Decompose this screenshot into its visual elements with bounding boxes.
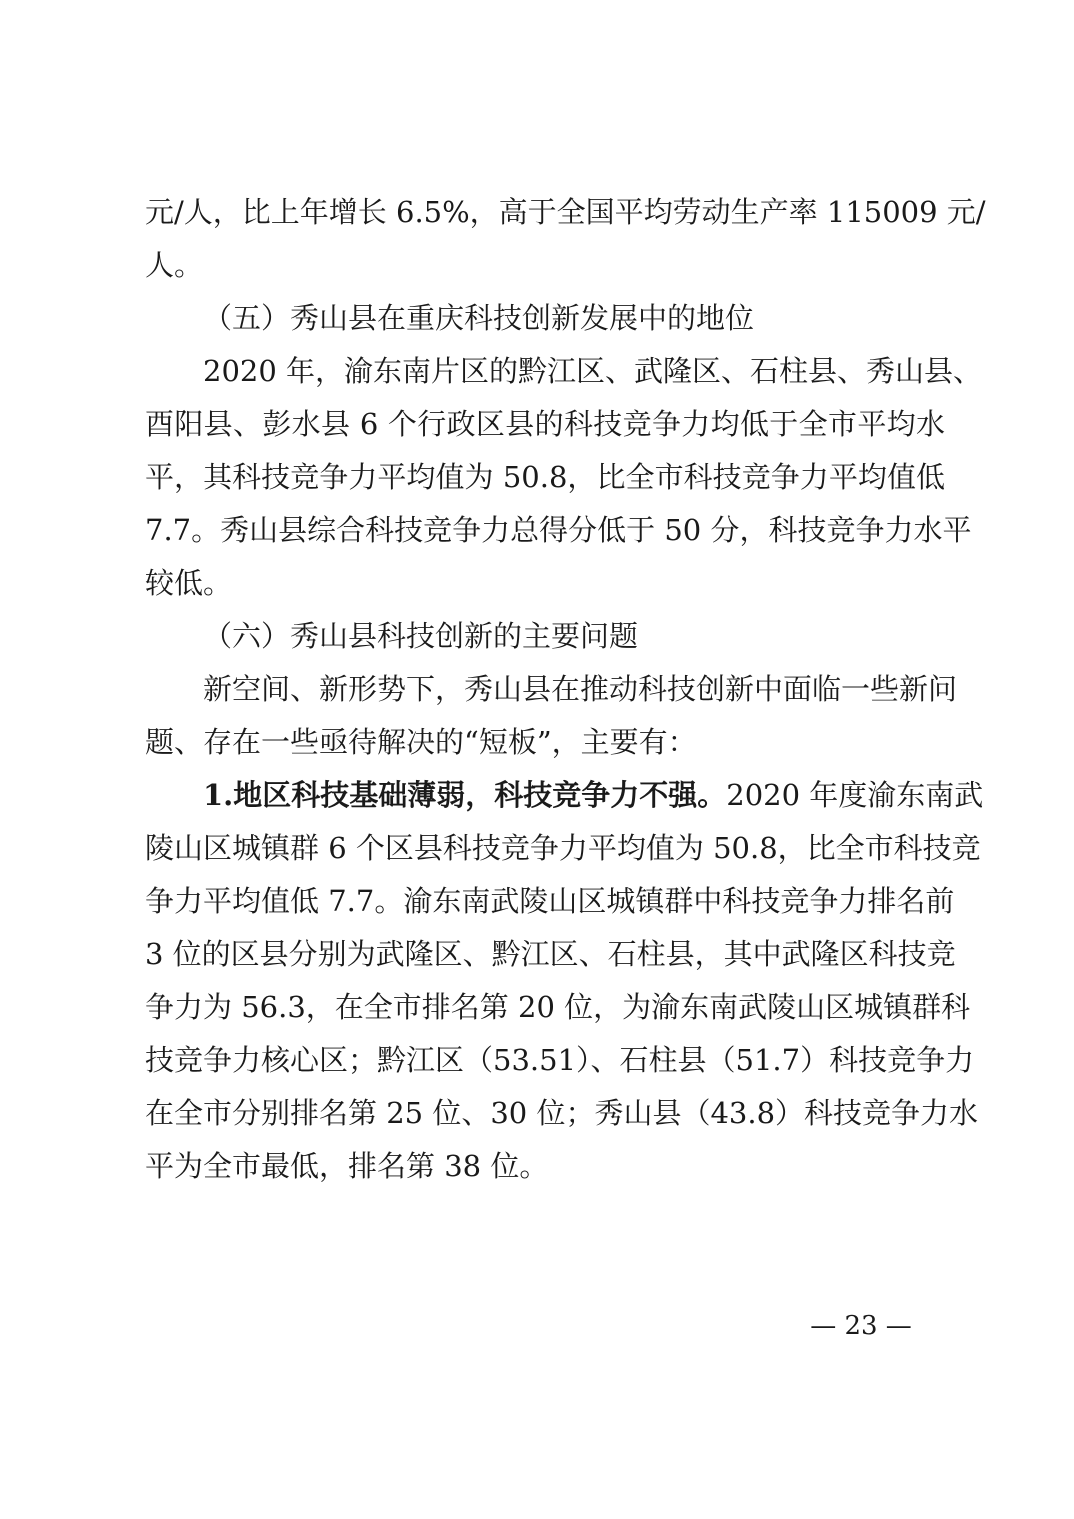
body-line: 较低。 (145, 566, 233, 600)
body-line: 人。 (145, 248, 204, 282)
document-body (145, 186, 986, 1193)
body-line: 平为全市最低，排名第 38 位。 (145, 1149, 549, 1183)
body-line (145, 769, 984, 822)
body-line: 题、存在一些亟待解决的“短板”，主要有： (145, 725, 697, 759)
body-line: 平，其科技竞争力平均值为 50.8，比全市科技竞争力平均值低 (145, 460, 945, 494)
body-line: 元/人，比上年增长 6.5%，高于全国平均劳动生产率 115009 元/ (145, 195, 986, 229)
body-line: 争力为 56.3，在全市排名第 20 位，为渝东南武陵山区城镇群科 (145, 990, 971, 1024)
body-line: 争力平均值低 7.7。渝东南武陵山区城镇群中科技竞争力排名前 (145, 884, 955, 918)
section-heading: （五）秀山县在重庆科技创新发展中的地位 (203, 301, 755, 335)
section-heading: （六）秀山县科技创新的主要问题 (203, 619, 639, 653)
body-line: 在全市分别排名第 25 位、30 位；秀山县（43.8）科技竞争力水 (145, 1096, 979, 1130)
lead-continuation: 2020 年度渝东南武 (726, 778, 984, 812)
body-line: 7.7。秀山县综合科技竞争力总得分低于 50 分，科技竞争力水平 (145, 513, 972, 547)
bold-lead-sentence: 1.地区科技基础薄弱，科技竞争力不强。 (203, 778, 727, 812)
body-line: 酉阳县、彭水县 6 个行政区县的科技竞争力均低于全市平均水 (145, 407, 945, 441)
page-number: — 23 — (810, 1311, 912, 1341)
body-line: 3 位的区县分别为武隆区、黔江区、石柱县，其中武隆区科技竞 (145, 937, 956, 971)
body-line: 新空间、新形势下，秀山县在推动科技创新中面临一些新问 (203, 672, 958, 706)
body-line: 陵山区城镇群 6 个区县科技竞争力平均值为 50.8，比全市科技竞 (145, 831, 981, 865)
body-line: 2020 年，渝东南片区的黔江区、武隆区、石柱县、秀山县、 (203, 354, 983, 388)
body-line: 技竞争力核心区；黔江区（53.51）、石柱县（51.7）科技竞争力 (145, 1043, 975, 1077)
